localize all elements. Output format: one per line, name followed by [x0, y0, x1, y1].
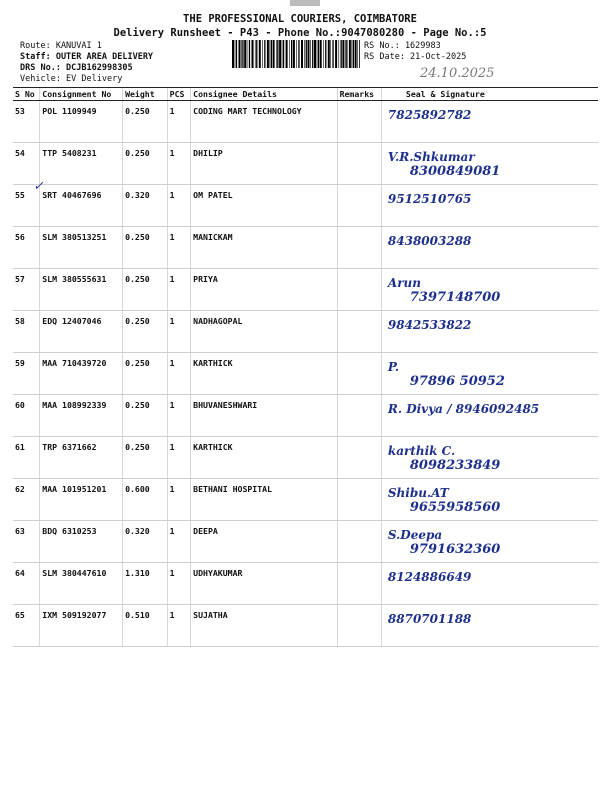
row-consignment-no: MAA 101951201 [40, 479, 123, 521]
row-sno: 61 [13, 437, 40, 479]
table-row [13, 479, 598, 521]
row-signature [381, 521, 598, 563]
row-remarks [337, 479, 381, 521]
handwritten-signature: 7825892782 [387, 108, 472, 122]
row-sno: 60 [13, 395, 40, 437]
row-weight: 0.250 [123, 311, 168, 353]
row-pcs: 1 [167, 605, 190, 647]
handwritten-signature: 9842533822 [387, 318, 472, 332]
row-pcs: 1 [167, 269, 190, 311]
row-consignee: KARTHICK [191, 437, 337, 479]
handwritten-signature: Shibu.AT [387, 486, 449, 500]
row-consignee: DEEPA [191, 521, 337, 563]
header-sno: S No [13, 88, 40, 101]
row-pcs: 1 [167, 353, 190, 395]
signature-area [384, 484, 596, 520]
row-remarks [337, 227, 381, 269]
row-consignee: DHILIP [191, 143, 337, 185]
handwritten-phone: 9791632360 [409, 542, 501, 557]
row-consignee: UDHYAKUMAR [191, 563, 337, 605]
handwritten-signature: 8870701188 [387, 612, 472, 626]
signature-area [384, 526, 596, 562]
handwritten-signature: 8438003288 [387, 234, 472, 248]
table-row [13, 395, 598, 437]
table-row [13, 185, 598, 227]
handwritten-signature: V.R.Shkumar [387, 150, 475, 164]
handwritten-signature: S.Deepa [387, 528, 443, 542]
row-signature [381, 437, 598, 479]
signature-area [384, 442, 596, 478]
row-remarks [337, 143, 381, 185]
row-consignment-no: MAA 108992339 [40, 395, 123, 437]
row-weight: 0.320 [123, 185, 168, 227]
row-consignment-no: TTP 5408231 [40, 143, 123, 185]
row-signature [381, 353, 598, 395]
row-remarks [337, 605, 381, 647]
table-header-row [13, 88, 598, 101]
barcode-image [232, 40, 360, 68]
row-weight: 0.250 [123, 143, 168, 185]
row-remarks [337, 563, 381, 605]
signature-area [384, 148, 596, 184]
row-remarks [337, 353, 381, 395]
handwritten-phone: 97896 50952 [409, 374, 505, 389]
row-sno: 56 [13, 227, 40, 269]
row-signature [381, 185, 598, 227]
row-consignment-no: MAA 710439720 [40, 353, 123, 395]
runsheet-subtitle: Delivery Runsheet - P43 - Phone No.:9047080280 - Page No.:5 [113, 27, 487, 39]
table-row [13, 437, 598, 479]
row-signature [381, 395, 598, 437]
row-signature [381, 143, 598, 185]
table-row [13, 605, 598, 647]
row-weight: 0.250 [123, 353, 168, 395]
signature-area [384, 316, 596, 352]
handwritten-signature: P. [387, 360, 400, 374]
row-consignee: BHUVANESHWARI [191, 395, 337, 437]
row-sno: 53 [13, 101, 40, 143]
row-signature [381, 563, 598, 605]
row-consignment-no: EDQ 12407046 [40, 311, 123, 353]
table-row [13, 101, 598, 143]
row-consignment-no: POL 1109949 [40, 101, 123, 143]
drs-number: DRS No.: DCJB162998305 [20, 63, 133, 73]
handwritten-phone: 7397148700 [409, 290, 501, 305]
signature-area [384, 106, 596, 142]
handwritten-signature: 8124886649 [387, 570, 472, 584]
row-sno: 63 [13, 521, 40, 563]
signature-area [384, 190, 596, 226]
row-sno: 54 [13, 143, 40, 185]
row-weight: 0.600 [123, 479, 168, 521]
row-pcs: 1 [167, 563, 190, 605]
row-pcs: 1 [167, 101, 190, 143]
handwritten-phone: 8300849081 [409, 164, 501, 179]
header-consignment: Consignment No [40, 88, 123, 101]
row-weight: 0.250 [123, 269, 168, 311]
row-sno: 58 [13, 311, 40, 353]
row-sno: 57 [13, 269, 40, 311]
row-consignee: PRIYA [191, 269, 337, 311]
row-sno: 65 [13, 605, 40, 647]
signature-area [384, 400, 596, 436]
row-pcs: 1 [167, 395, 190, 437]
row-consignee: OM PATEL [191, 185, 337, 227]
row-signature [381, 605, 598, 647]
header-weight: Weight [123, 88, 168, 101]
row-weight: 0.250 [123, 395, 168, 437]
signature-area [384, 232, 596, 268]
row-sno: 55 [13, 185, 40, 227]
row-consignee: BETHANI HOSPITAL [191, 479, 337, 521]
table-row [13, 563, 598, 605]
handwritten-signature: karthik C. [387, 444, 456, 458]
row-pcs: 1 [167, 143, 190, 185]
row-signature [381, 101, 598, 143]
row-remarks [337, 311, 381, 353]
table-row [13, 143, 598, 185]
company-title: THE PROFESSIONAL COURIERS, COIMBATORE [183, 13, 417, 25]
handwritten-phone: 8098233849 [409, 458, 501, 473]
handwritten-signature: R. Divya / 8946092485 [387, 402, 540, 416]
row-consignee: MANICKAM [191, 227, 337, 269]
row-signature [381, 227, 598, 269]
row-consignee: NADHAGOPAL [191, 311, 337, 353]
table-row [13, 521, 598, 563]
row-pcs: 1 [167, 479, 190, 521]
row-pcs: 1 [167, 437, 190, 479]
signature-area [384, 274, 596, 310]
delivery-table [13, 87, 598, 647]
row-consignee: CODING MART TECHNOLOGY [191, 101, 337, 143]
signature-area [384, 568, 596, 604]
row-consignment-no: SLM 380555631 [40, 269, 123, 311]
row-signature [381, 311, 598, 353]
row-weight: 1.310 [123, 563, 168, 605]
row-sno: 59 [13, 353, 40, 395]
row-pcs: 1 [167, 227, 190, 269]
row-remarks [337, 269, 381, 311]
table-row [13, 269, 598, 311]
row-consignment-no: IXM 509192077 [40, 605, 123, 647]
row-pcs: 1 [167, 185, 190, 227]
handwritten-date: 24.10.2025 [420, 66, 495, 81]
row-consignment-no: SRT 40467696 [40, 185, 123, 227]
row-pcs: 1 [167, 311, 190, 353]
handwritten-phone: 9655958560 [409, 500, 501, 515]
table-row [13, 311, 598, 353]
row-consignee: KARTHICK [191, 353, 337, 395]
row-pcs: 1 [167, 521, 190, 563]
rs-number: RS No.: 1629983 [364, 41, 441, 51]
row-consignment-no: BDQ 6310253 [40, 521, 123, 563]
row-consignment-no: SLM 380513251 [40, 227, 123, 269]
header-remarks: Remarks [337, 88, 381, 101]
route-label: Route: KANUVAI 1 [20, 41, 102, 51]
handwritten-signature: 9512510765 [387, 192, 472, 206]
row-weight: 0.510 [123, 605, 168, 647]
row-consignment-no: TRP 6371662 [40, 437, 123, 479]
header-left-info [20, 41, 153, 85]
row-consignment-no: SLM 380447610 [40, 563, 123, 605]
row-weight: 0.320 [123, 521, 168, 563]
staff-label: Staff: OUTER AREA DELIVERY [20, 52, 154, 62]
row-signature [381, 269, 598, 311]
check-mark-icon: ✓ [34, 178, 43, 194]
vehicle-label: Vehicle: EV Delivery [20, 74, 123, 84]
row-weight: 0.250 [123, 101, 168, 143]
row-sno: 64 [13, 563, 40, 605]
signature-area [384, 358, 596, 394]
row-remarks [337, 437, 381, 479]
top-mark [290, 0, 320, 6]
header-consignee: Consignee Details [191, 88, 337, 101]
table-row [13, 353, 598, 395]
handwritten-signature: Arun [387, 276, 421, 290]
row-sno: 62 [13, 479, 40, 521]
row-remarks [337, 395, 381, 437]
row-weight: 0.250 [123, 227, 168, 269]
row-consignee: SUJATHA [191, 605, 337, 647]
row-weight: 0.250 [123, 437, 168, 479]
row-remarks [337, 185, 381, 227]
table-row [13, 227, 598, 269]
row-remarks [337, 101, 381, 143]
row-signature [381, 479, 598, 521]
rs-date: RS Date: 21-Oct-2025 [364, 52, 467, 62]
header-right-info [364, 41, 466, 63]
signature-area [384, 610, 596, 646]
header-pcs: PCS [167, 88, 190, 101]
row-remarks [337, 521, 381, 563]
header-signature: Seal & Signature [381, 88, 598, 101]
